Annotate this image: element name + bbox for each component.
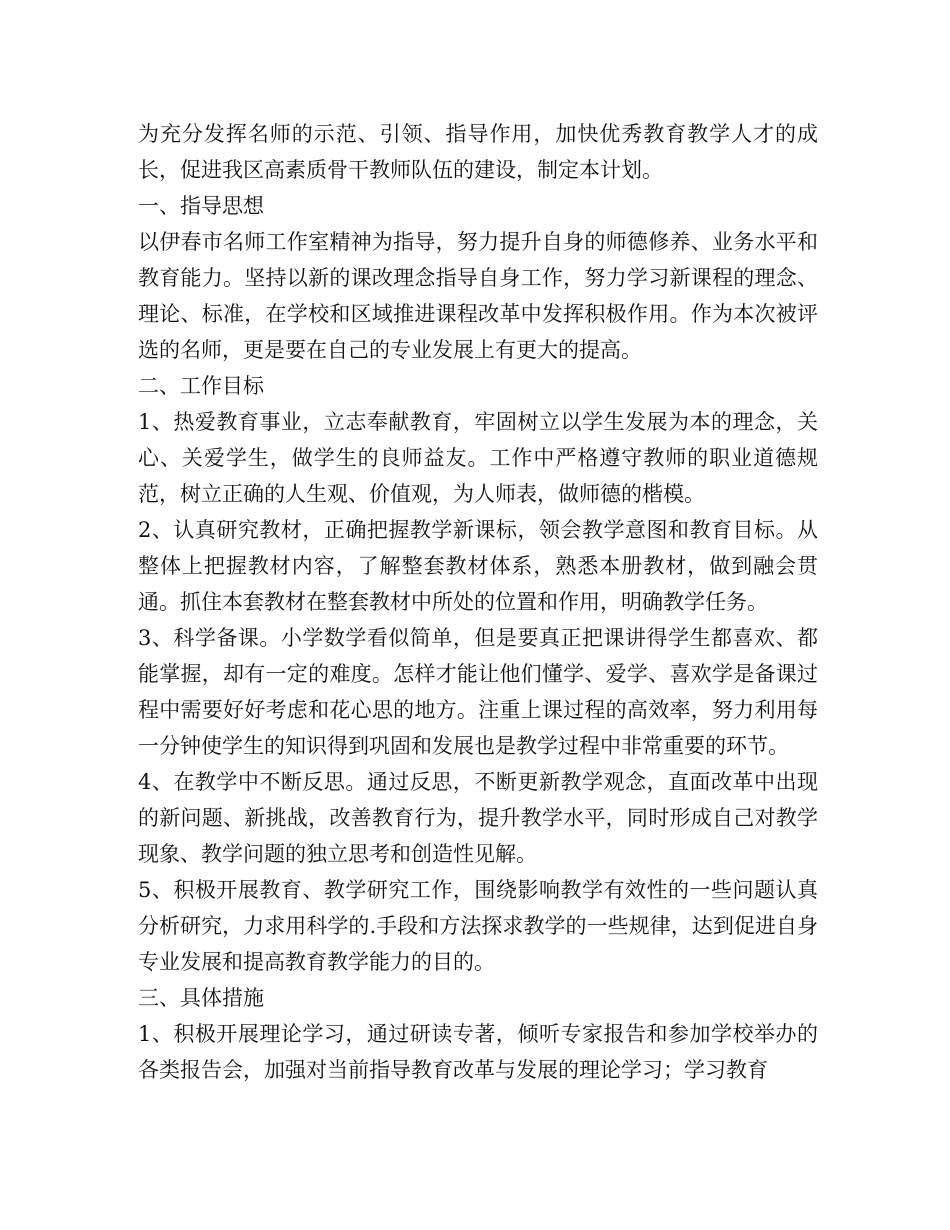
measure-item: 1、积极开展理论学习，通过研读专著，倾听专家报告和参加学校举办的各类报告会，加强对当前指导教育改革与发展的理论学习；学习教育 (138, 1022, 818, 1082)
goal-item: 4、在教学中不断反思。通过反思，不断更新教学观念，直面改革中出现的新问题、新挑战，改善教育行为，提升教学水平，同时形成自己对教学现象、教学问题的独立思考和创造性见解。 (138, 770, 818, 866)
section-heading-work-goals: 二、工作目标 (138, 374, 264, 398)
section-heading-guiding-ideology: 一、指导思想 (138, 194, 264, 218)
goal-item: 5、积极开展教育、教学研究工作，围绕影响教学有效性的一些问题认真分析研究，力求用科学的.手段和方法探求教学的一些规律，达到促进自身专业发展和提高教育教学能力的目的。 (138, 878, 818, 974)
goal-item: 1、热爱教育事业，立志奉献教育，牢固树立以学生发展为本的理念，关心、关爱学生，做学生的良师益友。工作中严格遵守教师的职业道德规范，树立正确的人生观、价值观，为人师表，做师德的楷模。 (138, 410, 818, 506)
intro-paragraph: 为充分发挥名师的示范、引领、指导作用，加快优秀教育教学人才的成长，促进我区高素质骨干教师队伍的建设，制定本计划。 (138, 122, 818, 182)
document-page (138, 116, 818, 1088)
section-heading-specific-measures: 三、具体措施 (138, 986, 264, 1010)
goal-item: 3、科学备课。小学数学看似简单，但是要真正把课讲得学生都喜欢、都能掌握，却有一定的难度。怎样才能让他们懂学、爱学、喜欢学是备课过程中需要好好考虑和花心思的地方。注重上课过程的高效率，努力利用每一分钟使学生的知识得到巩固和发展也是教学过程中非常重要的环节。 (138, 626, 818, 758)
guiding-ideology-paragraph: 以伊春市名师工作室精神为指导，努力提升自身的师德修养、业务水平和教育能力。坚持以新的课改理念指导自身工作，努力学习新课程的理念、理论、标准，在学校和区域推进课程改革中发挥积极作用。作为本次被评选的名师，更是要在自己的专业发展上有更大的提高。 (138, 230, 818, 362)
goal-item: 2、认真研究教材，正确把握教学新课标，领会教学意图和教育目标。从整体上把握教材内容，了解整套教材体系，熟悉本册教材，做到融会贯通。抓住本套教材在整套教材中所处的位置和作用，明确教学任务。 (138, 518, 818, 614)
